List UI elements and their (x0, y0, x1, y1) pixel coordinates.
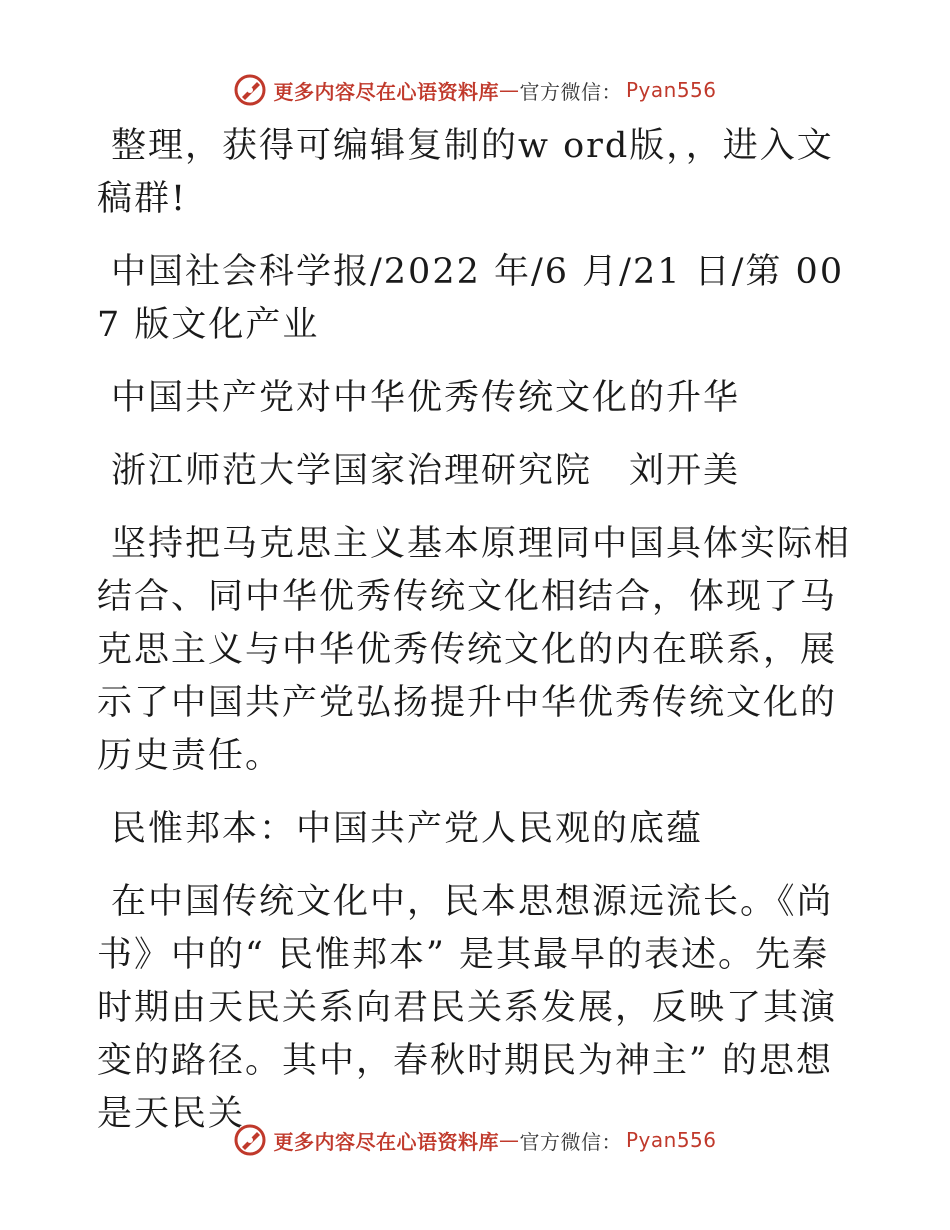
banner-dash: — (498, 1128, 520, 1152)
header-watermark-banner (0, 70, 950, 110)
pen-logo-icon (233, 73, 267, 107)
footer-watermark-banner (0, 1120, 950, 1160)
article-author: 浙江师范大学国家治理研究院 刘开美 (111, 451, 741, 491)
banner-sub-text: 官方微信： (519, 1129, 622, 1154)
paragraph-source: 中国社会科学报/2022 年/6 月/21 日/第 007 版文化产业 (97, 252, 845, 345)
banner-wechat-id: Pyan556 (625, 1128, 717, 1152)
banner-dash: — (498, 78, 520, 102)
banner-wechat-id: Pyan556 (625, 78, 717, 102)
pen-logo-icon (233, 1123, 267, 1157)
paragraph-lead: 坚持把马克思主义基本原理同中国具体实际相结合、同中华优秀传统文化相结合，体现了马克思主义与中华优秀传统文化的内在联系，展示了中国共产党弘扬提升中华优秀传统文化的历史责任。 (97, 524, 852, 776)
banner-sub-text: 官方微信： (519, 79, 622, 104)
banner-main-text: 更多内容尽在心语资料库 (273, 1129, 499, 1154)
paragraph-body: 在中国传统文化中，民本思想源远流长。《尚书》中的“ 民惟邦本” 是其最早的表述。先秦时期由天民关系向君民关系发展，反映了其演变的路径。其中，春秋时期民为神主” 的思想是天民关 (97, 882, 838, 1134)
document-body (97, 120, 857, 1161)
section-heading: 民惟邦本：中国共产党人民观的底蕴 (111, 809, 704, 849)
paragraph-intro: 整理，获得可编辑复制的w ord版，，进入文稿群! (97, 126, 834, 219)
article-title: 中国共产党对中华优秀传统文化的升华 (111, 378, 741, 418)
banner-main-text: 更多内容尽在心语资料库 (273, 79, 499, 104)
